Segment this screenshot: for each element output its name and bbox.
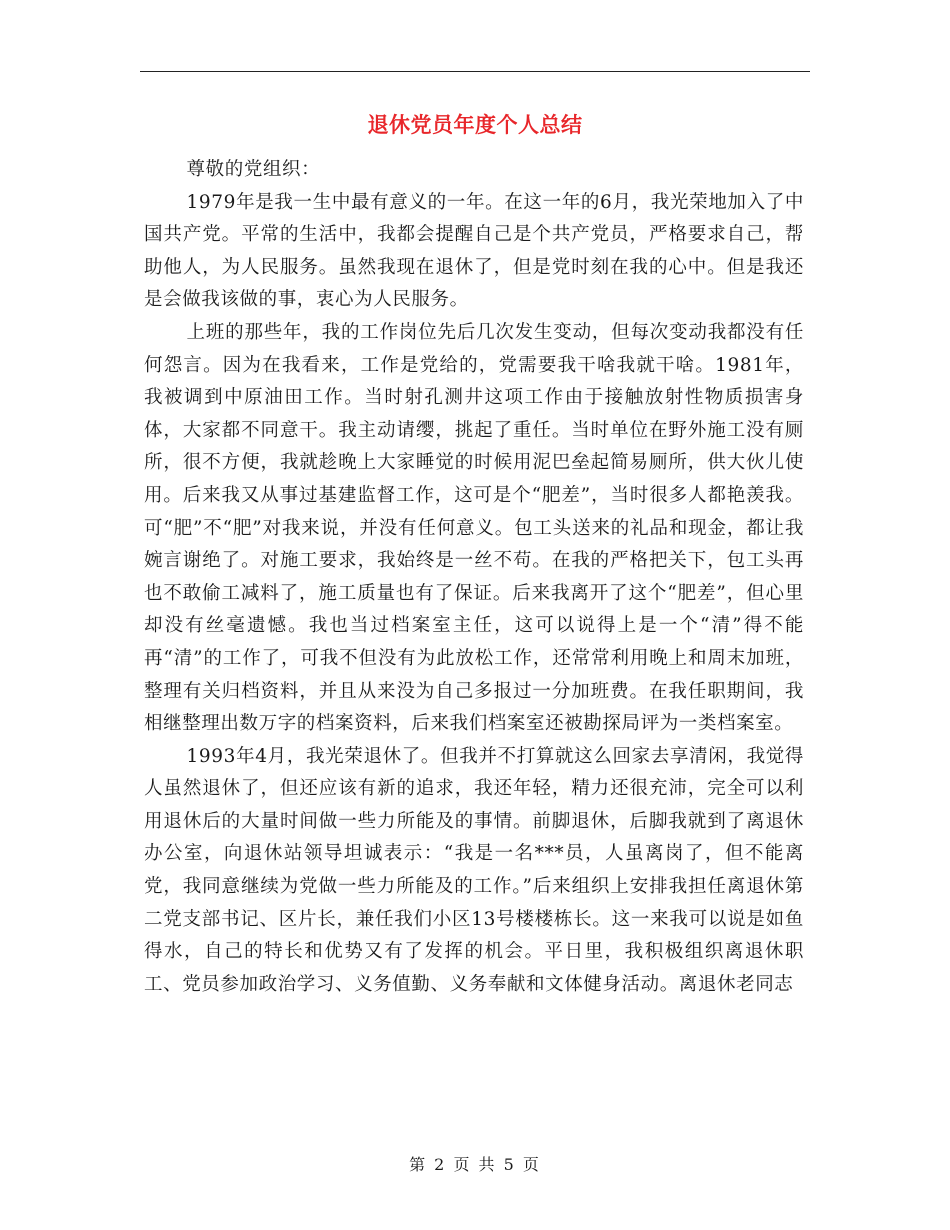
page-number-footer: 第 2 页 共 5 页 [409, 1155, 541, 1174]
document-body [144, 154, 804, 1001]
greeting: 尊敬的党组织： [186, 159, 321, 180]
paragraph-2: 上班的那些年，我的工作岗位先后几次发生变动，但每次变动我都没有任何怨言。因为在我看来，工作是党给的，党需要我干啥我就干啥。1981年，我被调到中原油田工作。当时射孔测井这项工作由于接触放射性物质损害身体，大家都不同意干。我主动请缨，挑起了重任。当时单位在野外施工没有厕所，很不方便，我就趁晚上大家睡觉的时候用泥巴垒起简易厕所，供大伙儿使用。后来我又从事过基建监督工作，这可是个“肥差”，当时很多人都艳羡我。可“肥”不“肥”对我来说，并没有任何意义。包工头送来的礼品和现金，都让我婉言谢绝了。对施工要求，我始终是一丝不苟。在我的严格把关下，包工头再也不敢偷工减料了，施工质量也有了保证。后来我离开了这个“肥差”，但心里却没有丝毫遗憾。我也当过档案室主任，这可以说得上是一个“清”得不能再“清”的工作了，可我不但没有为此放松工作，还常常利用晚上和周末加班，整理有关归档资料，并且从来没为自己多报过一分加班费。在我任职期间，我相继整理出数万字的档案资料，后来我们档案室还被勘探局评为一类档案室。 [144, 321, 804, 735]
paragraph-3: 1993年4月，我光荣退休了。但我并不打算就这么回家去享清闲，我觉得人虽然退休了，但还应该有新的追求，我还年轻，精力还很充沛，完全可以利用退休后的大量时间做一些力所能及的事情。前脚退休，后脚我就到了离退休办公室，向退休站领导坦诚表示：“我是一名***员，人虽离岗了，但不能离党，我同意继续为党做一些力所能及的工作。”后来组织上安排我担任离退休第二党支部书记、区片长，兼任我们小区13号楼楼栋长。这一来我可以说是如鱼得水，自己的特长和优势又有了发挥的机会。平日里，我积极组织离退休职工、党员参加政治学习、义务值勤、义务奉献和文体健身活动。离退休老同志 [144, 745, 804, 995]
header-rule [140, 71, 810, 72]
paragraph-1: 1979年是我一生中最有意义的一年。在这一年的6月，我光荣地加入了中国共产党。平常的生活中，我都会提醒自己是个共产党员，严格要求自己，帮助他人，为人民服务。虽然我现在退休了，但是党时刻在我的心中。但是我还是会做我该做的事，衷心为人民服务。 [144, 191, 804, 311]
document-title: 退休党员年度个人总结 [367, 112, 583, 137]
